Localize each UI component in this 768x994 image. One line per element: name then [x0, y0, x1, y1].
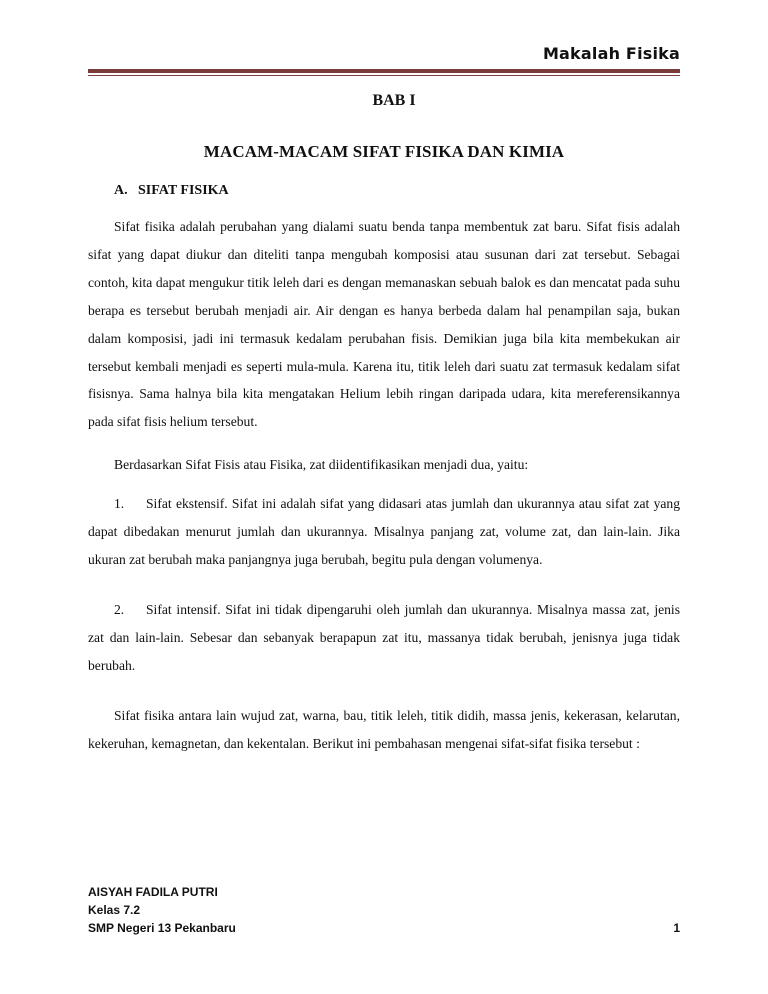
footer-school: SMP Negeri 13 Pekanbaru [88, 921, 236, 935]
list-item-text: Sifat ekstensif. Sifat ini adalah sifat yang didasari atas jumlah dan ukurannya atau sifat zat yang dapat dibedakan menurut jumlah dan ukurannya. Misalnya panjang zat, volume zat, dan lain-lain. Jika ukuran zat berubah maka panjangnya juga berubah, begitu pula dengan volumenya. [88, 496, 680, 567]
list-item-number: 2. [114, 602, 125, 617]
footer-info [88, 883, 236, 937]
section-heading [114, 183, 229, 199]
list-item [88, 596, 680, 680]
footer-class: Kelas 7.2 [88, 903, 141, 917]
paragraph-intro-list: Berdasarkan Sifat Fisis atau Fisika, zat diidentifikasikan menjadi dua, yaitu: [114, 457, 529, 472]
chapter-title: MACAM-MACAM SIFAT FISIKA DAN KIMIA [203, 142, 565, 161]
list-item [88, 490, 680, 574]
section-title: SIFAT FISIKA [138, 183, 229, 198]
list-item-text: Sifat intensif. Sifat ini tidak dipengaruhi oleh jumlah dan ukurannya. Misalnya massa zat, jenis zat dan lain-lain. Sebesar dan sebanyak berapapun zat itu, massanya tidak berubah, jenisnya juga tidak berubah. [88, 602, 680, 673]
paragraph-properties: Sifat fisika antara lain wujud zat, warna, bau, titik leleh, titik didih, massa jenis, kekerasan, kelarutan, kekeruhan, kemagnetan, dan kekentalan. Berikut ini pembahasan mengenai sifat-sifat fisika tersebut : [88, 708, 680, 751]
page-number: 1 [673, 921, 680, 935]
chapter-label: BAB I [372, 92, 416, 109]
header-rule [88, 69, 680, 73]
header-rule-thin [88, 75, 680, 76]
paragraph-definition: Sifat fisika adalah perubahan yang dialami suatu benda tanpa membentuk zat baru. Sifat fisis adalah sifat yang dapat diukur dan diteliti tanpa mengubah komposisi atau susunan dari zat tersebut. Sebagai contoh, kita dapat mengukur titik leleh dari es dengan memanaskan sebuah balok es dan mencatat pada suhu berapa es tersebut berubah menjadi air. Air dengan es hanya berbeda dalam hal penampilan saja, bukan dalam komposisi, jadi ini termasuk kedalam perubahan fisis. Demikian juga bila kita membekukan air tersebut kembali menjadi es seperti mula-mula. Karena itu, titik leleh dari suatu zat termasuk kedalam sifat fisisnya. Sama halnya bila kita mengatakan Helium lebih ringan daripada udara, kita mereferensikannya pada sifat fisis helium tersebut. [88, 219, 680, 430]
footer-author: AISYAH FADILA PUTRI [88, 885, 218, 899]
list-item-number: 1. [114, 496, 125, 511]
header-title: Makalah Fisika [542, 44, 680, 63]
section-marker: A. [114, 183, 128, 198]
